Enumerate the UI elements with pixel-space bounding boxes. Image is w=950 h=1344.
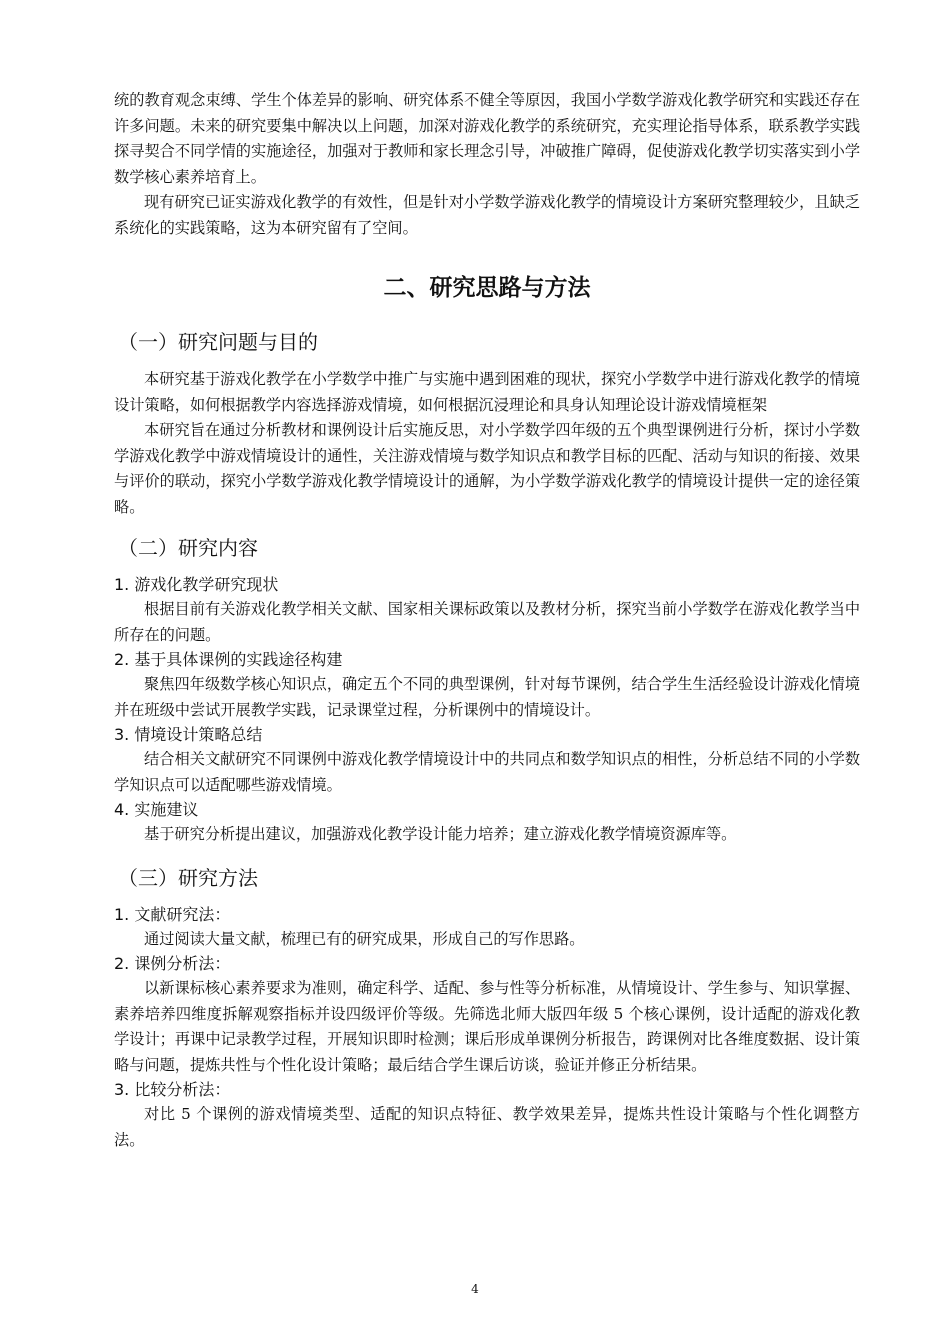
- content-item-3-text: 结合相关文献研究不同课例中游戏化教学情境设计中的共同点和数学知识点的相性，分析总结不同的小学数学知识点可以适配哪些游戏情境。: [114, 750, 860, 794]
- intro-paragraph-1: 统的教育观念束缚、学生个体差异的影响、研究体系不健全等原因，我国小学数学游戏化教学研究和实践还存在许多问题。未来的研究要集中解决以上问题，加深对游戏化教学的系统研究，充实理论指导体系，联系教学实践探寻契合不同学情的实施途径，加强对于教师和家长理念引导，冲破推广障碍，促使游戏化教学切实落实到小学数学核心素养培育上。: [114, 91, 860, 186]
- method-item-3-heading: 3. 比较分析法：: [114, 1080, 231, 1099]
- content-item-2-heading: 2. 基于具体课例的实践途径构建: [114, 650, 343, 669]
- method-item-2-heading: 2. 课例分析法：: [114, 954, 231, 973]
- page-content: [114, 88, 860, 1153]
- content-item-4-heading: 4. 实施建议: [114, 800, 199, 819]
- section-1-paragraph-1: 本研究基于游戏化教学在小学数学中推广与实施中遇到困难的现状，探究小学数学中进行游戏化教学的情境设计策略，如何根据教学内容选择游戏情境，如何根据沉浸理论和具身认知理论设计游戏情境框架: [114, 370, 860, 414]
- content-item-2-text: 聚焦四年级数学核心知识点，确定五个不同的典型课例，针对每节课例，结合学生生活经验设计游戏化情境并在班级中尝试开展教学实践，记录课堂过程，分析课例中的情境设计。: [114, 675, 860, 719]
- section-2-title: （二）研究内容: [118, 536, 258, 560]
- page-number: 4: [471, 1282, 479, 1296]
- section-3-title: （三）研究方法: [118, 865, 258, 890]
- method-item-3-text: 对比 5 个课例的游戏情境类型、适配的知识点特征、教学效果差异，提炼共性设计策略与个性化调整方法。: [114, 1105, 860, 1149]
- method-item-1-text: 通过阅读大量文献，梳理已有的研究成果，形成自己的写作思路。: [144, 929, 585, 948]
- content-item-3-heading: 3. 情境设计策略总结: [114, 725, 263, 744]
- intro-paragraph-2: 现有研究已证实游戏化教学的有效性，但是针对小学数学游戏化教学的情境设计方案研究整理较少，且缺乏系统化的实践策略，这为本研究留有了空间。: [114, 193, 860, 237]
- section-1-paragraph-2: 本研究旨在通过分析教材和课例设计后实施反思，对小学数学四年级的五个典型课例进行分析，探讨小学数学游戏化教学中游戏情境设计的通性，关注游戏情境与数学知识点和教学目标的匹配、活动与知识的衔接、效果与评价的联动，探究小学数学游戏化教学情境设计的通解，为小学数学游戏化教学的情境设计提供一定的途径策略。: [114, 421, 860, 516]
- chapter-title: 二、研究思路与方法: [383, 275, 591, 301]
- method-item-1-heading: 1. 文献研究法：: [114, 904, 231, 924]
- content-item-4-text: 基于研究分析提出建议，加强游戏化教学设计能力培养；建立游戏化教学情境资源库等。: [144, 825, 737, 843]
- section-1-title: （一）研究问题与目的: [118, 330, 318, 354]
- method-item-2-text: 以新课标核心素养要求为准则，确定科学、适配、参与性等分析标准，从情境设计、学生参与、知识掌握、素养培养四维度拆解观察指标并设四级评价等级。先筛选北师大版四年级 5 个核心课例，设计适配的游戏化教学设计；再课中记录教学过程，开展知识即时检测；课后形成单课例分析报告，跨课例对比各维度数据、设计策略与问题，提炼共性与个性化设计策略；最后结合学生课后访谈，验证并修正分析结果。: [114, 979, 860, 1074]
- content-item-1-heading: 1. 游戏化教学研究现状: [114, 575, 279, 594]
- content-item-1-text: 根据目前有关游戏化教学相关文献、国家相关课标政策以及教材分析，探究当前小学数学在游戏化教学当中所存在的问题。: [114, 600, 860, 644]
